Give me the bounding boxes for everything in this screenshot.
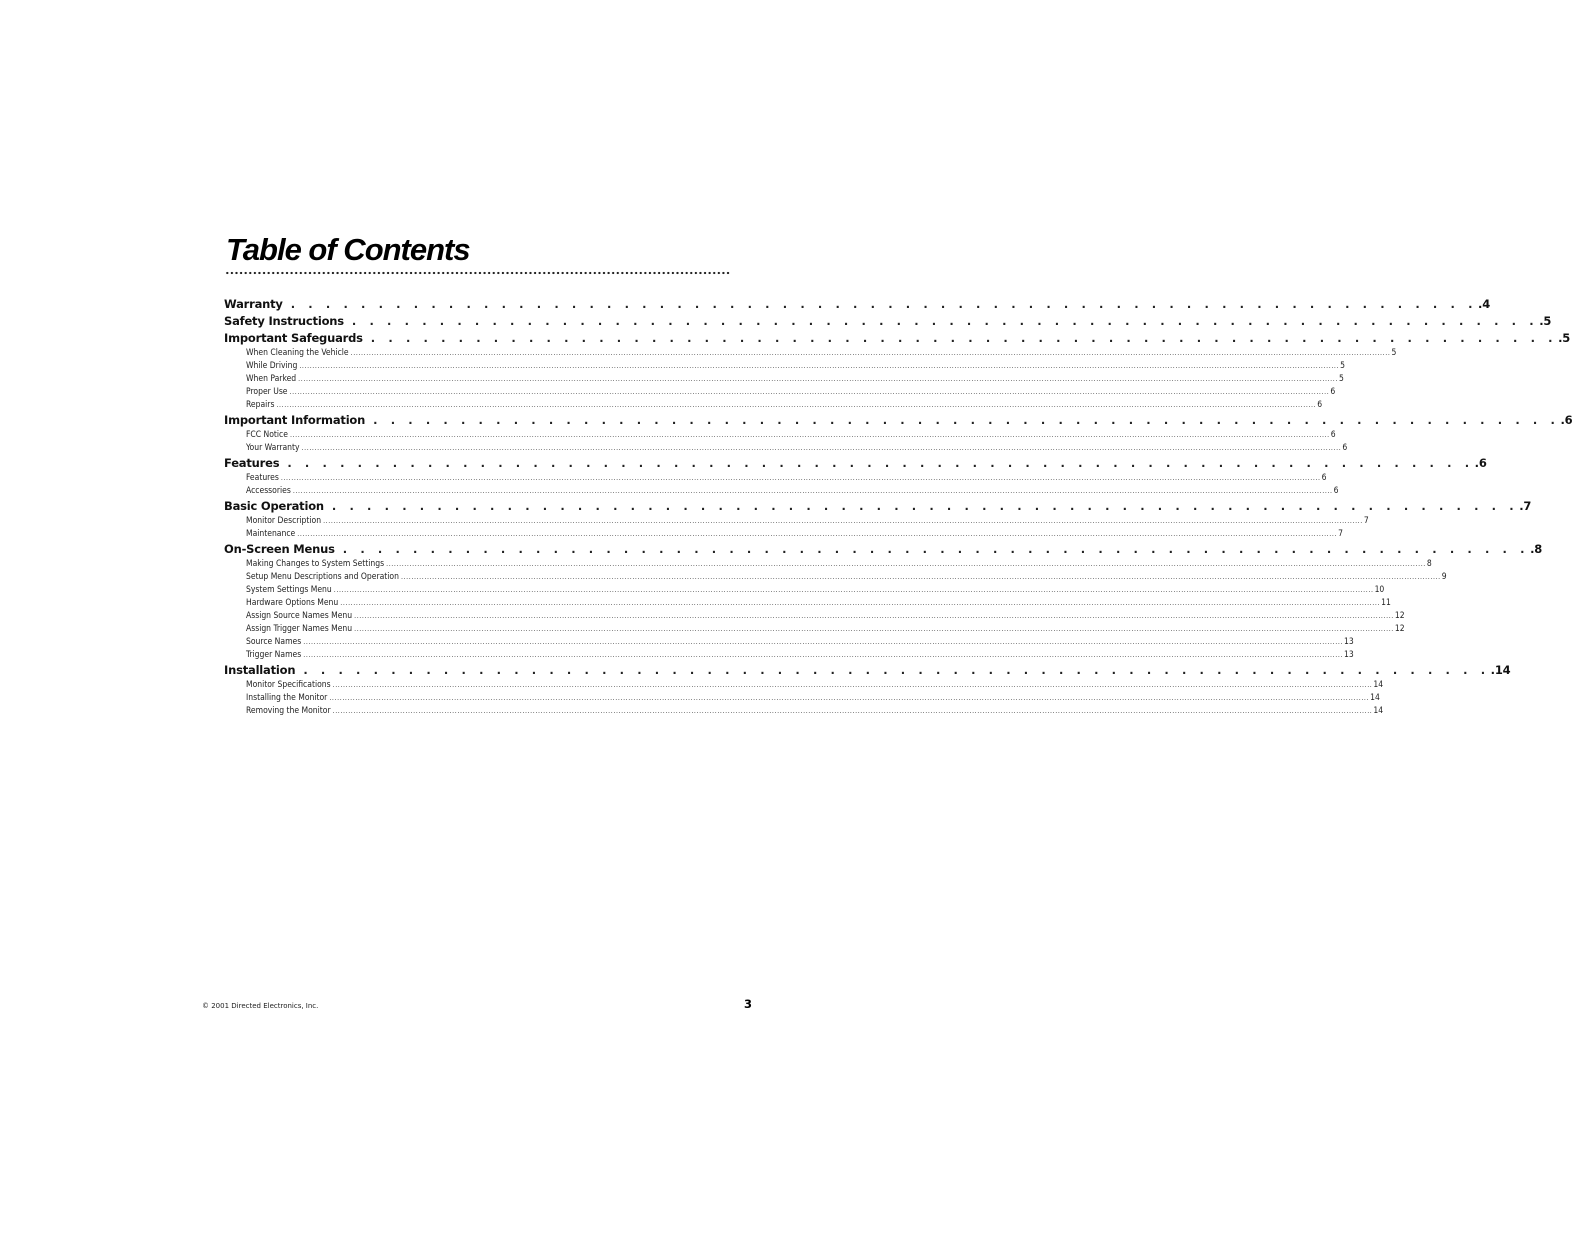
toc-entry-page: 9: [1441, 572, 1447, 582]
toc-section-page: .8: [1530, 542, 1543, 556]
page-title: Table of Contents: [226, 232, 470, 267]
toc-entry-page: 6: [1317, 400, 1323, 410]
toc-section-label: Safety Instructions: [224, 314, 344, 328]
toc-section-page: .6: [1474, 456, 1487, 470]
toc-entry-label: Assign Source Names Menu: [246, 611, 353, 621]
dot-leader: ................................................................................................................................................................................................................................................................................................................................................................................................................: [340, 599, 1381, 607]
toc-section-label: Important Safeguards: [224, 331, 363, 345]
toc-entry-page: 12: [1394, 624, 1405, 634]
toc-section-page: .4: [1478, 297, 1491, 311]
toc-entry[interactable]: [246, 571, 1447, 584]
toc-section[interactable]: [224, 455, 1487, 472]
toc-entry-label: Setup Menu Descriptions and Operation: [246, 572, 399, 582]
toc-section-label: Features: [224, 456, 280, 470]
table-of-contents: [224, 296, 1572, 718]
dot-leader: . . . . . . . . . . . . . . . . . . . . . . . . . . . . . . . . . . . . . . . . . . . . . . . . . . . . . . . . . . . . . . . . . . . .: [290, 297, 1478, 311]
toc-entry[interactable]: [246, 636, 1354, 649]
toc-entry-page: 5: [1340, 361, 1345, 371]
toc-entry-page: 13: [1344, 650, 1354, 660]
toc-entry[interactable]: [246, 373, 1344, 386]
toc-entry-label: Repairs: [246, 400, 275, 410]
toc-entry-page: 6: [1333, 486, 1339, 496]
dot-leader: . . . . . . . . . . . . . . . . . . . . . . . . . . . . . . . . . . . . . . . . . . . . . . . . . . . . . . . . . . . . . . . . . . . .: [370, 331, 1558, 345]
toc-entry-page: 5: [1338, 374, 1344, 384]
toc-entry-label: Accessories: [246, 486, 291, 496]
toc-entry[interactable]: [246, 705, 1384, 718]
toc-entry[interactable]: [246, 360, 1345, 373]
toc-section-label: Warranty: [224, 297, 283, 311]
dot-leader: ................................................................................................................................................................................................................................................................................................................................................................................................................: [354, 612, 1394, 620]
toc-entry-label: Making Changes to System Settings: [246, 559, 385, 569]
copyright-notice: © 2001 Directed Electronics, Inc.: [202, 1002, 319, 1010]
toc-entry-label: When Parked: [246, 374, 297, 384]
toc-section-page: .5: [1539, 314, 1552, 328]
dot-leader: ................................................................................................................................................................................................................................................................................................................................................................................................................: [386, 560, 1426, 568]
toc-section-label: Installation: [224, 663, 296, 677]
toc-entry-label: When Cleaning the Vehicle: [246, 348, 349, 358]
dot-leader: ................................................................................................................................................................................................................................................................................................................................................................................................................: [332, 707, 1373, 715]
toc-section-label: On-Screen Menus: [224, 542, 335, 556]
dot-leader: . . . . . . . . . . . . . . . . . . . . . . . . . . . . . . . . . . . . . . . . . . . . . . . . . . . . . . . . . . . . . . . . . . . .: [287, 456, 1474, 470]
toc-entry[interactable]: [246, 399, 1323, 412]
toc-entry[interactable]: [246, 347, 1397, 360]
dot-leader: ................................................................................................................................................................................................................................................................................................................................................................................................................: [303, 651, 1344, 659]
toc-entry[interactable]: [246, 584, 1385, 597]
toc-entry-label: Monitor Description: [246, 516, 322, 526]
toc-entry-page: 6: [1321, 473, 1327, 483]
toc-entry[interactable]: [246, 528, 1343, 541]
toc-section-page: .14: [1490, 663, 1511, 677]
toc-entry-label: Monitor Specifications: [246, 680, 331, 690]
toc-section[interactable]: [224, 296, 1491, 313]
toc-entry-label: Maintenance: [246, 529, 296, 539]
toc-entry[interactable]: [246, 472, 1327, 485]
toc-entry-page: 8: [1426, 559, 1432, 569]
toc-entry[interactable]: [246, 485, 1339, 498]
toc-entry-page: 5: [1391, 348, 1397, 358]
toc-entry-label: Features: [246, 473, 279, 483]
toc-entry-label: While Driving: [246, 361, 298, 371]
toc-entry-label: System Settings Menu: [246, 585, 332, 595]
toc-section-label: Basic Operation: [224, 499, 324, 513]
dot-leader: ................................................................................................................................................................................................................................................................................................................................................................................................................: [280, 474, 1321, 482]
toc-section[interactable]: [224, 313, 1552, 330]
toc-entry-label: Your Warranty: [246, 443, 300, 453]
toc-section[interactable]: [224, 498, 1532, 515]
dot-leader: . . . . . . . . . . . . . . . . . . . . . . . . . . . . . . . . . . . . . . . . . . . . . . . . . . . . . . . . . . . . . . . . . . . .: [303, 663, 1490, 677]
toc-entry[interactable]: [246, 692, 1380, 705]
dot-leader: ................................................................................................................................................................................................................................................................................................................................................................................................................: [350, 349, 1391, 357]
dot-leader: ................................................................................................................................................................................................................................................................................................................................................................................................................: [292, 487, 1333, 495]
toc-entry-label: FCC Notice: [246, 430, 288, 440]
dot-leader: . . . . . . . . . . . . . . . . . . . . . . . . . . . . . . . . . . . . . . . . . . . . . . . . . . . . . . . . . . . . . . . . . . . .: [331, 499, 1519, 513]
toc-entry[interactable]: [246, 442, 1348, 455]
page-number: 3: [744, 997, 753, 1011]
dot-leader: ................................................................................................................................................................................................................................................................................................................................................................................................................: [329, 694, 1370, 702]
toc-entry-label: Hardware Options Menu: [246, 598, 339, 608]
toc-section[interactable]: [224, 662, 1511, 679]
dot-leader: ................................................................................................................................................................................................................................................................................................................................................................................................................: [354, 625, 1394, 633]
toc-entry-label: Trigger Names: [246, 650, 302, 660]
toc-entry-page: 6: [1330, 387, 1336, 397]
toc-entry-page: 14: [1370, 693, 1380, 703]
toc-entry[interactable]: [246, 623, 1405, 636]
dot-leader: ................................................................................................................................................................................................................................................................................................................................................................................................................: [297, 530, 1338, 538]
toc-section-page: .5: [1558, 331, 1571, 345]
dot-leader: ................................................................................................................................................................................................................................................................................................................................................................................................................: [299, 362, 1340, 370]
toc-section-label: Important Information: [224, 413, 366, 427]
toc-section[interactable]: [224, 412, 1572, 429]
toc-entry-page: 6: [1342, 443, 1348, 453]
toc-entry-page: 14: [1373, 706, 1384, 716]
toc-entry[interactable]: [246, 429, 1336, 442]
dot-leader: ................................................................................................................................................................................................................................................................................................................................................................................................................: [332, 681, 1373, 689]
dot-leader: ................................................................................................................................................................................................................................................................................................................................................................................................................: [301, 444, 1342, 452]
dot-leader: . . . . . . . . . . . . . . . . . . . . . . . . . . . . . . . . . . . . . . . . . . . . . . . . . . . . . . . . . . . . . . . . . . . .: [373, 413, 1560, 427]
dot-leader: ................................................................................................................................................................................................................................................................................................................................................................................................................: [289, 388, 1330, 396]
dot-leader: . . . . . . . . . . . . . . . . . . . . . . . . . . . . . . . . . . . . . . . . . . . . . . . . . . . . . . . . . . . . . . . . . . . .: [351, 314, 1539, 328]
toc-entry-label: Source Names: [246, 637, 302, 647]
toc-section[interactable]: [224, 330, 1571, 347]
toc-entry-page: 11: [1381, 598, 1391, 608]
toc-entry-page: 10: [1374, 585, 1385, 595]
toc-entry-label: Removing the Monitor: [246, 706, 331, 716]
toc-entry-page: 12: [1394, 611, 1405, 621]
toc-entry[interactable]: [246, 610, 1405, 623]
dot-leader: . . . . . . . . . . . . . . . . . . . . . . . . . . . . . . . . . . . . . . . . . . . . . . . . . . . . . . . . . . . . . . . . . . . .: [342, 542, 1530, 556]
toc-entry-page: 6: [1330, 430, 1336, 440]
dot-leader: ................................................................................................................................................................................................................................................................................................................................................................................................................: [400, 573, 1441, 581]
toc-entry-page: 7: [1363, 516, 1369, 526]
toc-entry[interactable]: [246, 558, 1432, 571]
dot-leader: ................................................................................................................................................................................................................................................................................................................................................................................................................: [303, 638, 1344, 646]
toc-entry-page: 13: [1344, 637, 1354, 647]
toc-entry-page: 14: [1373, 680, 1384, 690]
toc-entry-label: Proper Use: [246, 387, 288, 397]
toc-entry[interactable]: [246, 649, 1354, 662]
toc-section-page: .7: [1519, 499, 1532, 513]
toc-section[interactable]: [224, 541, 1543, 558]
toc-entry-label: Installing the Monitor: [246, 693, 328, 703]
dot-leader: ................................................................................................................................................................................................................................................................................................................................................................................................................: [323, 517, 1363, 525]
dotted-divider: [225, 271, 731, 275]
dot-leader: ................................................................................................................................................................................................................................................................................................................................................................................................................: [276, 401, 1317, 409]
toc-entry[interactable]: [246, 679, 1384, 692]
dot-leader: ................................................................................................................................................................................................................................................................................................................................................................................................................: [333, 586, 1374, 594]
toc-section-page: .6: [1560, 413, 1572, 427]
toc-entry[interactable]: [246, 515, 1369, 528]
dot-leader: ................................................................................................................................................................................................................................................................................................................................................................................................................: [289, 431, 1330, 439]
dot-leader: ................................................................................................................................................................................................................................................................................................................................................................................................................: [298, 375, 1338, 383]
toc-entry[interactable]: [246, 386, 1336, 399]
toc-entry-label: Assign Trigger Names Menu: [246, 624, 353, 634]
toc-entry-page: 7: [1338, 529, 1343, 539]
toc-entry[interactable]: [246, 597, 1391, 610]
